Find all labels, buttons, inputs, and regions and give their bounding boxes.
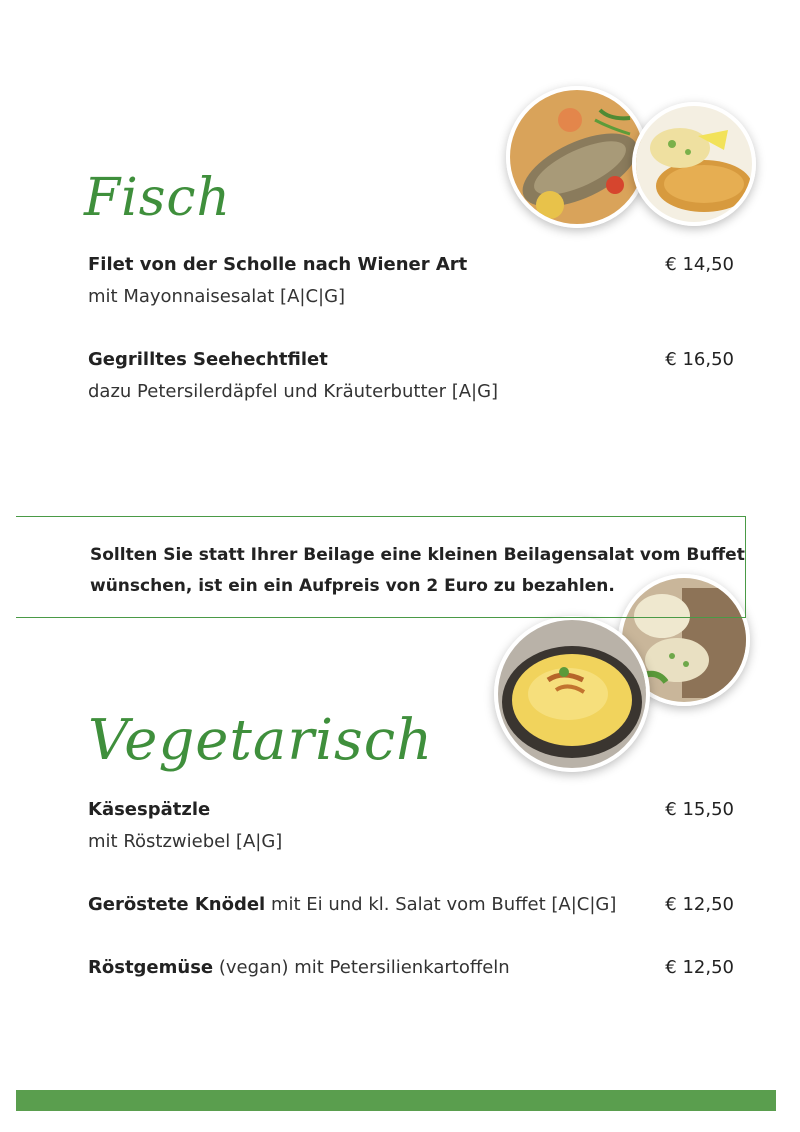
dish-price: € 16,50	[665, 349, 734, 370]
footer-bar	[16, 1090, 776, 1111]
grilled-fish-photo	[506, 86, 648, 228]
dish-price: € 12,50	[665, 894, 734, 915]
dish-name: Filet von der Scholle nach Wiener Art	[88, 254, 468, 275]
section-title-vegetarisch: Vegetarisch	[88, 708, 434, 773]
dish-line	[88, 894, 616, 915]
section-title-fisch: Fisch	[84, 168, 232, 228]
dish-name: Gegrilltes Seehechtfilet	[88, 349, 328, 370]
dish-line	[88, 957, 510, 978]
schnitzel-fish-photo	[632, 102, 756, 226]
side-salad-notice	[90, 540, 750, 602]
dish-description: dazu Petersilerdäpfel und Kräuterbutter [A|G]	[88, 381, 499, 402]
dish-description: mit Mayonnaisesalat [A|C|G]	[88, 286, 346, 307]
dish-name: Geröstete Knödel	[88, 894, 266, 915]
dish-description: mit Ei und kl. Salat vom Buffet [A|C|G]	[265, 894, 617, 915]
dish-description: (vegan) mit Petersilienkartoffeln	[213, 957, 510, 978]
notice-line: Sollten Sie statt Ihrer Beilage eine kleinen Beilagensalat vom Buffet	[90, 545, 745, 565]
notice-line: wünschen, ist ein ein Aufpreis von 2 Euro zu bezahlen.	[90, 576, 615, 596]
dish-name: Röstgemüse	[88, 957, 214, 978]
dish-name: Käsespätzle	[88, 799, 211, 820]
dish-price: € 15,50	[665, 799, 734, 820]
dish-description: mit Röstzwiebel [A|G]	[88, 831, 283, 852]
dish-price: € 12,50	[665, 957, 734, 978]
kaesespaetzle-photo	[494, 616, 650, 772]
dish-price: € 14,50	[665, 254, 734, 275]
